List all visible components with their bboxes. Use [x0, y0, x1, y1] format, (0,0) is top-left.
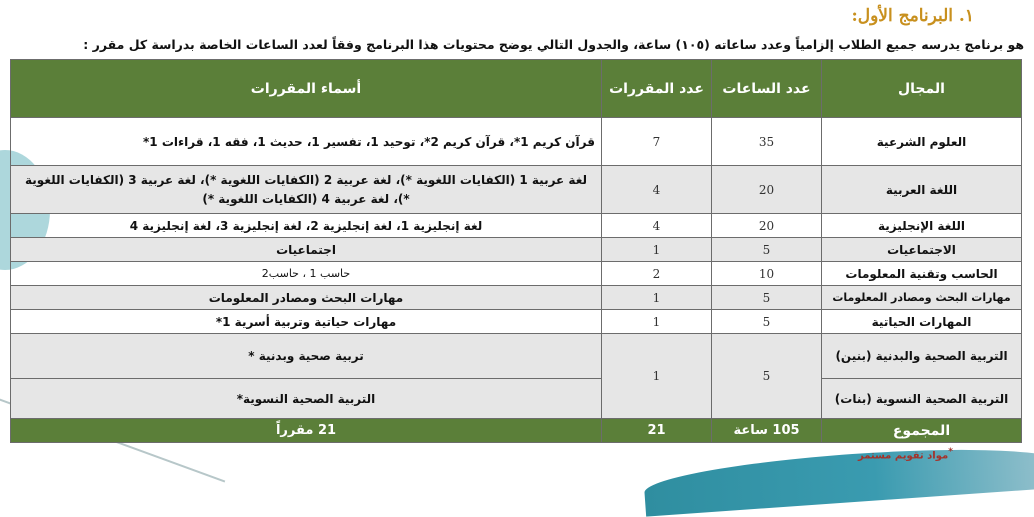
section-heading: ١. البرنامج الأول: [851, 6, 974, 26]
table-row [11, 118, 1022, 166]
row-courses: قرآن كريم 1*، قرآن كريم 2*، توحيد 1، تفسير 1، حديث 1، فقه 1، قراءات 1* [11, 118, 602, 166]
program-table [10, 59, 1022, 443]
row-count: 4 [602, 166, 712, 214]
row-courses: لغة إنجليزية 1، لغة إنجليزية 2، لغة إنجليزية 3، لغة إنجليزية 4 [11, 214, 602, 238]
row-domain-boys: التربية الصحية والبدنية (بنين) [822, 334, 1022, 379]
table-header-row [11, 60, 1022, 118]
intro-paragraph: هو برنامج يدرسه جميع الطلاب إلزامياً وعدد ساعاته (١٠٥) ساعة، والجدول التالي يوضح محتويات هذا البرنامج وفقاً لعدد الساعات الخاصة بدراسة كل مقرر : [83, 37, 1024, 52]
footnote-text: مواد تقويم مستمر [858, 450, 949, 462]
row-domain-girls: التربية الصحية النسوية (بنات) [822, 379, 1022, 419]
row-hours: 20 [712, 166, 822, 214]
row-domain: اللغة الإنجليزية [822, 214, 1022, 238]
decorative-swoosh [643, 439, 1034, 516]
row-hours: 5 [712, 334, 822, 419]
row-domain: الحاسب وتقنية المعلومات [822, 262, 1022, 286]
table-row [11, 286, 1022, 310]
row-count: 1 [602, 334, 712, 419]
row-count: 1 [602, 286, 712, 310]
row-courses: اجتماعيات [11, 238, 602, 262]
row-domain: المهارات الحياتية [822, 310, 1022, 334]
row-hours: 5 [712, 238, 822, 262]
row-domain: مهارات البحث ومصادر المعلومات [822, 286, 1022, 310]
row-count: 1 [602, 310, 712, 334]
row-hours: 35 [712, 118, 822, 166]
table-row [11, 166, 1022, 214]
total-count: 21 [602, 419, 712, 443]
footnote [858, 447, 953, 461]
total-courses: 21 مقرراً [11, 419, 602, 443]
row-count: 4 [602, 214, 712, 238]
header-hours: عدد الساعات [712, 60, 822, 118]
row-courses-boys: تربية صحية وبدنية * [11, 334, 602, 379]
row-count: 7 [602, 118, 712, 166]
row-count: 2 [602, 262, 712, 286]
row-count: 1 [602, 238, 712, 262]
header-domain: المجال [822, 60, 1022, 118]
header-courses: أسماء المقررات [11, 60, 602, 118]
total-hours: 105 ساعة [712, 419, 822, 443]
table-row [11, 238, 1022, 262]
table-row [11, 310, 1022, 334]
table-row [11, 262, 1022, 286]
row-hours: 5 [712, 286, 822, 310]
row-courses: مهارات البحث ومصادر المعلومات [11, 286, 602, 310]
row-courses: مهارات حياتية وتربية أسرية 1* [11, 310, 602, 334]
row-hours: 20 [712, 214, 822, 238]
row-hours: 10 [712, 262, 822, 286]
header-count: عدد المقررات [602, 60, 712, 118]
total-domain: المجموع [822, 419, 1022, 443]
asterisk-icon: * [948, 447, 953, 457]
table-row [11, 379, 1022, 419]
table-row [11, 334, 1022, 379]
row-hours: 5 [712, 310, 822, 334]
row-courses: حاسب 1 ، حاسب2 [11, 262, 602, 286]
row-domain: العلوم الشرعية [822, 118, 1022, 166]
table-total-row [11, 419, 1022, 443]
row-domain: الاجتماعيات [822, 238, 1022, 262]
row-courses-girls: التربية الصحية النسوية* [11, 379, 602, 419]
table-row [11, 214, 1022, 238]
row-domain: اللغة العربية [822, 166, 1022, 214]
row-courses: لغة عربية 1 (الكفايات اللغوية *)، لغة عربية 2 (الكفايات اللغوية *)، لغة عربية 3 (الكفايات اللغوية *)، لغة عربية 4 (الكفايات اللغوية *) [11, 166, 602, 214]
